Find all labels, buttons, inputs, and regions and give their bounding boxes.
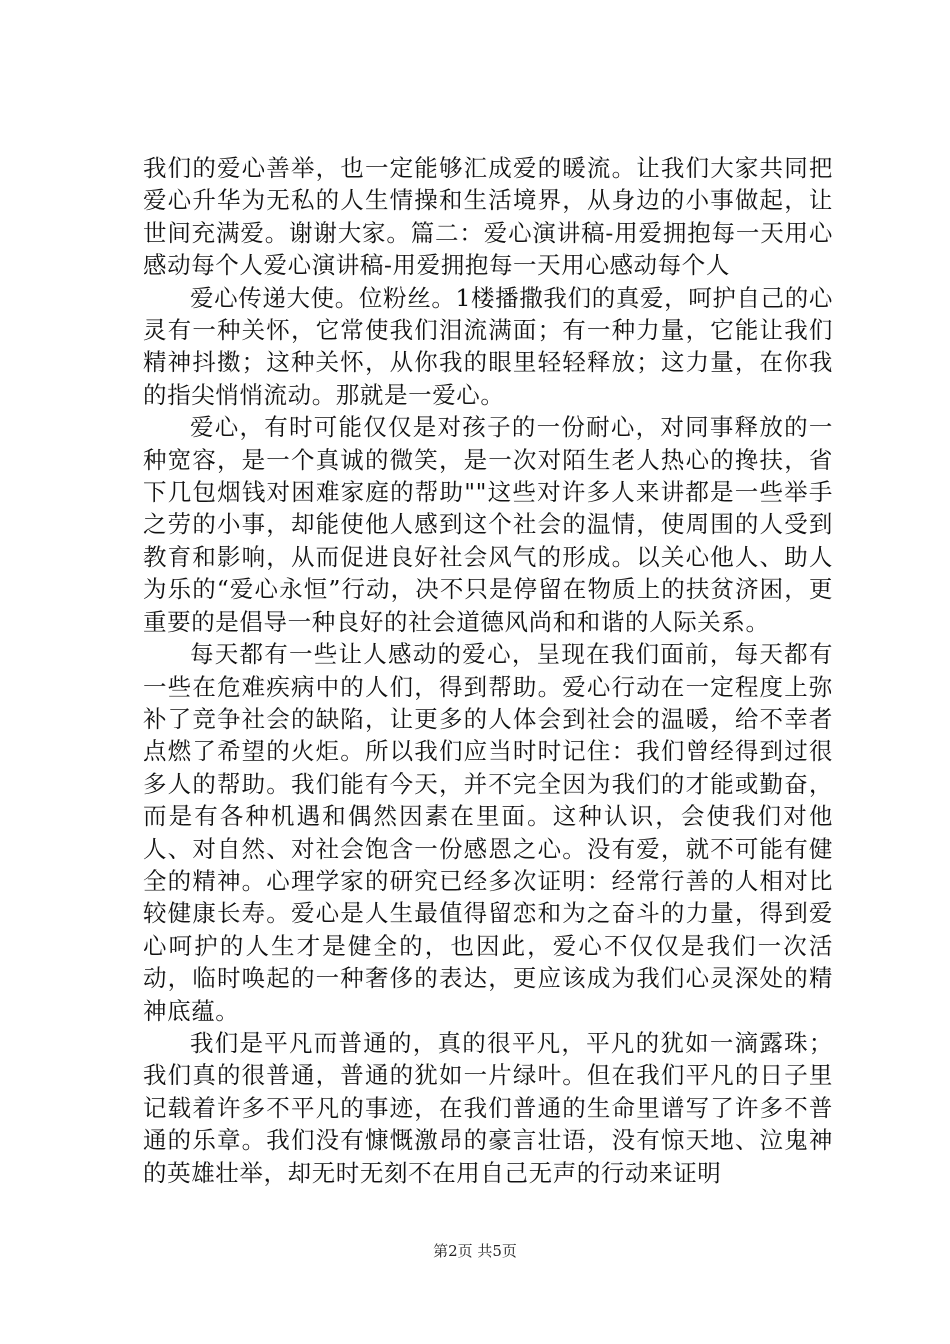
page-number-footer: 第2页 共5页 — [433, 1242, 517, 1260]
paragraph-2: 爱心传递大使。位粉丝。1楼播撒我们的真爱，呵护自己的心灵有一种关怀，它常使我们泪流满面；有一种力量，它能让我们精神抖擞；这种关怀，从你我的眼里轻轻释放；这力量，在你我的指尖悄悄流动。那就是一爱心。 — [143, 283, 833, 409]
paragraph-5: 我们是平凡而普通的，真的很平凡，平凡的犹如一滴露珠；我们真的很普通，普通的犹如一片绿叶。但在我们平凡的日子里记载着许多不平凡的事迹，在我们普通的生命里谱写了许多不普通的乐章。我们没有慷慨激昂的豪言壮语，没有惊天地、泣鬼神的英雄壮举，却无时无刻不在用自己无声的行动来证明 — [143, 1028, 833, 1187]
paragraph-3: 爱心，有时可能仅仅是对孩子的一份耐心，对同事释放的一种宽容，是一个真诚的微笑，是一次对陌生老人热心的搀扶，省下几包烟钱对困难家庭的帮助""这些对许多人来讲都是一些举手之劳的小事，却能使他人感到这个社会的温情，使周围的人受到教育和影响，从而促进良好社会风气的形成。以关心他人、助人为乐的“爱心永恒”行动，决不只是停留在物质上的扶贫济困，更重要的是倡导一种良好的社会道德风尚和和谐的人际关系。 — [143, 413, 833, 636]
paragraph-4: 每天都有一些让人感动的爱心，呈现在我们面前，每天都有一些在危难疾病中的人们，得到帮助。爱心行动在一定程度上弥补了竞争社会的缺陷，让更多的人体会到社会的温暖，给不幸者点燃了希望的火炬。所以我们应当时时记住：我们曾经得到过很多人的帮助。我们能有今天，并不完全因为我们的才能或勤奋，而是有各种机遇和偶然因素在里面。这种认识，会使我们对他人、对自然、对社会饱含一份感恩之心。没有爱，就不可能有健全的精神。心理学家的研究已经多次证明：经常行善的人相对比较健康长寿。爱心是人生最值得留恋和为之奋斗的力量，得到爱心呵护的人生才是健全的，也因此，爱心不仅仅是我们一次活动，临时唤起的一种奢侈的表达，更应该成为我们心灵深处的精神底蕴。 — [143, 640, 833, 1025]
document-body — [143, 152, 833, 1189]
paragraph-1: 我们的爱心善举，也一定能够汇成爱的暖流。让我们大家共同把爱心升华为无私的人生情操和生活境界，从身边的小事做起，让世间充满爱。谢谢大家。篇二：爱心演讲稿-用爱拥抱每一天用心感动每个人爱心演讲稿-用爱拥抱每一天用心感动每个人 — [143, 154, 833, 280]
